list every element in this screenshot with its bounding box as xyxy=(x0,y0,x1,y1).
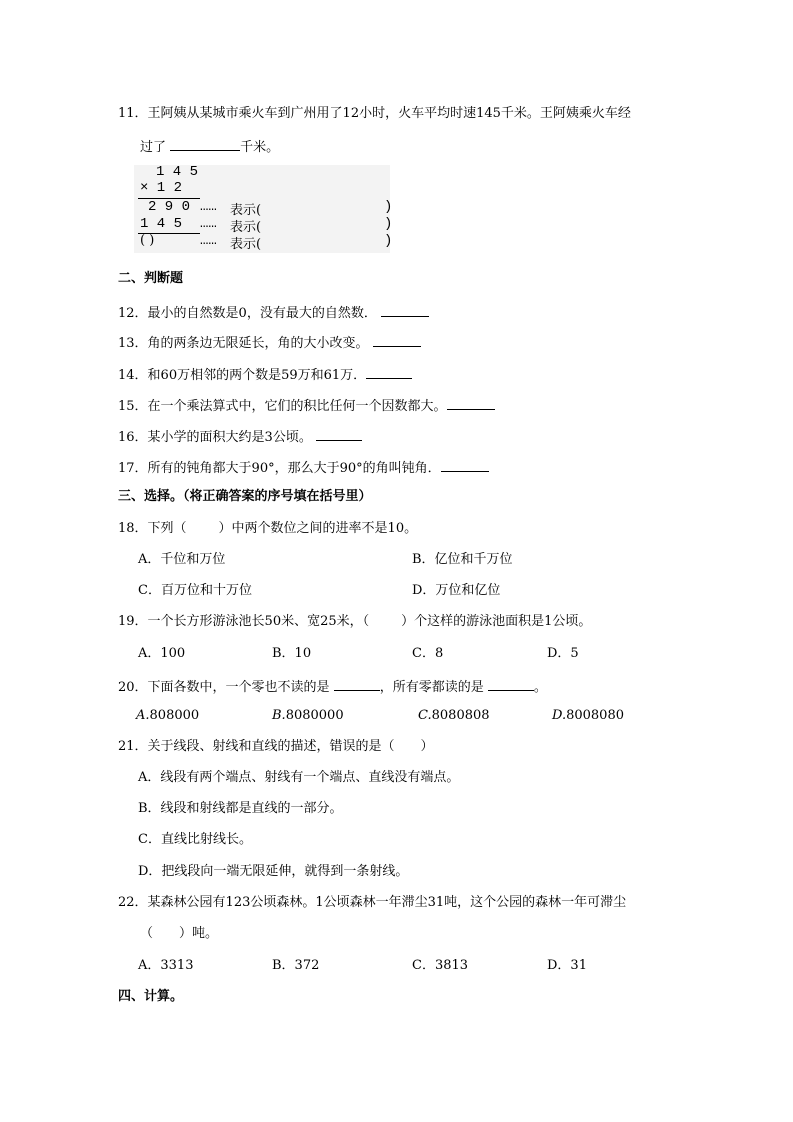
calc-partial-1: 2 9 0 xyxy=(148,199,191,215)
q17 xyxy=(118,457,489,478)
q20-post: 。 xyxy=(533,680,547,695)
q19-option-a[interactable]: A．100 xyxy=(138,646,186,661)
section-2-title: 二、判断题 xyxy=(118,271,184,286)
q18-option-c[interactable]: C．百万位和十万位 xyxy=(138,583,252,598)
q15-answer-blank[interactable] xyxy=(447,395,495,410)
q20-option-c[interactable] xyxy=(418,707,490,725)
q16 xyxy=(118,426,362,447)
q20-option-a[interactable] xyxy=(136,707,199,725)
calc-result[interactable]: ( ) xyxy=(140,233,155,248)
calc-label-3: 表示( xyxy=(230,237,262,252)
q22-line1: 22．某森林公园有123公顷森林。1公顷森林一年滞尘31吨，这个公园的森林一年可滞尘 xyxy=(118,895,627,910)
calc-close-3: ) xyxy=(384,233,393,249)
q11-line2 xyxy=(140,136,279,157)
q18-post: ）中两个数位之间的进率不是10。 xyxy=(218,521,418,536)
calc-close-1: ) xyxy=(384,199,393,215)
q18-option-a[interactable]: A．千位和万位 xyxy=(138,552,226,567)
q20-option-b-letter: B. xyxy=(272,708,286,723)
q13 xyxy=(118,332,421,353)
section-4-title: 四、计算。 xyxy=(118,989,184,1004)
calc-partial-2: 1 4 5 xyxy=(140,216,183,232)
q19-post: ）个这样的游泳池面积是1公顷。 xyxy=(401,614,592,629)
q20-option-d[interactable] xyxy=(552,707,624,725)
q22-line2: （ ）吨。 xyxy=(140,926,219,941)
q18-option-b[interactable]: B．亿位和千万位 xyxy=(412,552,513,567)
q19-option-b[interactable]: B．10 xyxy=(272,646,312,661)
q14 xyxy=(118,364,412,385)
q18 xyxy=(118,520,417,538)
q22-option-a[interactable]: A．3313 xyxy=(138,958,194,973)
q21-option-d[interactable]: D．把线段向一端无限延伸，就得到一条射线。 xyxy=(138,864,409,879)
q22-option-d[interactable]: D．31 xyxy=(547,958,587,973)
q21-option-b[interactable]: B．线段和射线都是直线的一部分。 xyxy=(138,801,343,816)
q19-option-c[interactable]: C．8 xyxy=(412,646,444,661)
q11-line1: 11．王阿姨从某城市乘火车到广州用了12小时，火车平均时速145千米。王阿姨乘火车经 xyxy=(118,106,631,121)
q14-answer-blank[interactable] xyxy=(366,364,412,379)
q13-text: 13．角的两条边无限延长，角的大小改变。 xyxy=(118,336,369,351)
calc-multiplier: × 1 2 xyxy=(140,180,183,196)
q20-option-c-value: 8080808 xyxy=(431,708,490,723)
q19-option-d[interactable]: D．5 xyxy=(547,646,579,661)
calc-dots-1: …… xyxy=(200,199,217,215)
calc-label-2: 表示( xyxy=(230,220,262,235)
calc-dots-3: …… xyxy=(200,233,217,249)
q16-text: 16．某小学的面积大约是3公顷。 xyxy=(118,430,312,445)
q20-pre: 20．下面各数中，一个零也不读的是 xyxy=(118,680,330,695)
q20-blank-2[interactable] xyxy=(488,676,534,691)
q21-text: 21．关于线段、射线和直线的描述，错误的是（ ） xyxy=(118,739,434,754)
q11-prefix: 过了 xyxy=(140,140,167,155)
q15 xyxy=(118,395,495,416)
q20-mid: ，所有零都读的是 xyxy=(379,680,484,695)
q22-option-c[interactable]: C．3813 xyxy=(412,958,469,973)
q20-option-a-letter: A. xyxy=(136,708,150,723)
q12-answer-blank[interactable] xyxy=(381,302,429,317)
q19-pre: 19．一个长方形游泳池长50米、宽25米，（ xyxy=(118,614,370,629)
q11-vertical-calculation xyxy=(134,164,393,253)
q20-option-b-value: 8080000 xyxy=(285,708,344,723)
q13-answer-blank[interactable] xyxy=(373,332,421,347)
calc-multiplicand: 1 4 5 xyxy=(156,164,199,180)
q22-option-b[interactable]: B．372 xyxy=(272,958,320,973)
q15-text: 15．在一个乘法算式中，它们的积比任何一个因数都大。 xyxy=(118,399,447,414)
q18-pre: 18．下列（ xyxy=(118,521,187,536)
q21-option-c[interactable]: C．直线比射线长。 xyxy=(138,832,252,847)
q18-option-d[interactable]: D．万位和亿位 xyxy=(412,583,501,598)
calc-close-2: ) xyxy=(384,216,393,232)
q11-answer-blank[interactable] xyxy=(170,136,240,151)
q14-text: 14．和60万相邻的两个数是59万和61万． xyxy=(118,368,367,383)
q12 xyxy=(118,302,429,323)
q11-suffix: 千米。 xyxy=(240,140,280,155)
calc-dots-2: …… xyxy=(200,216,217,232)
q20-option-b[interactable] xyxy=(272,707,344,725)
q20 xyxy=(118,676,547,697)
q20-option-a-value: 808000 xyxy=(149,708,200,723)
q20-option-d-value: 8008080 xyxy=(566,708,624,723)
q21-option-a[interactable]: A．线段有两个端点、射线有一个端点、直线没有端点。 xyxy=(138,770,460,785)
section-3-title: 三、选择。（将正确答案的序号填在括号里） xyxy=(118,489,372,504)
q16-answer-blank[interactable] xyxy=(316,426,362,441)
q20-blank-1[interactable] xyxy=(334,676,380,691)
q17-answer-blank[interactable] xyxy=(441,457,489,472)
q12-text: 12．最小的自然数是0，没有最大的自然数． xyxy=(118,306,377,321)
q17-text: 17．所有的钝角都大于90°，那么大于90°的角叫钝角． xyxy=(118,461,441,476)
calc-label-1: 表示( xyxy=(230,203,262,218)
q20-option-c-letter: C. xyxy=(418,708,432,723)
q19 xyxy=(118,613,591,631)
q20-option-d-letter: D. xyxy=(552,708,567,723)
